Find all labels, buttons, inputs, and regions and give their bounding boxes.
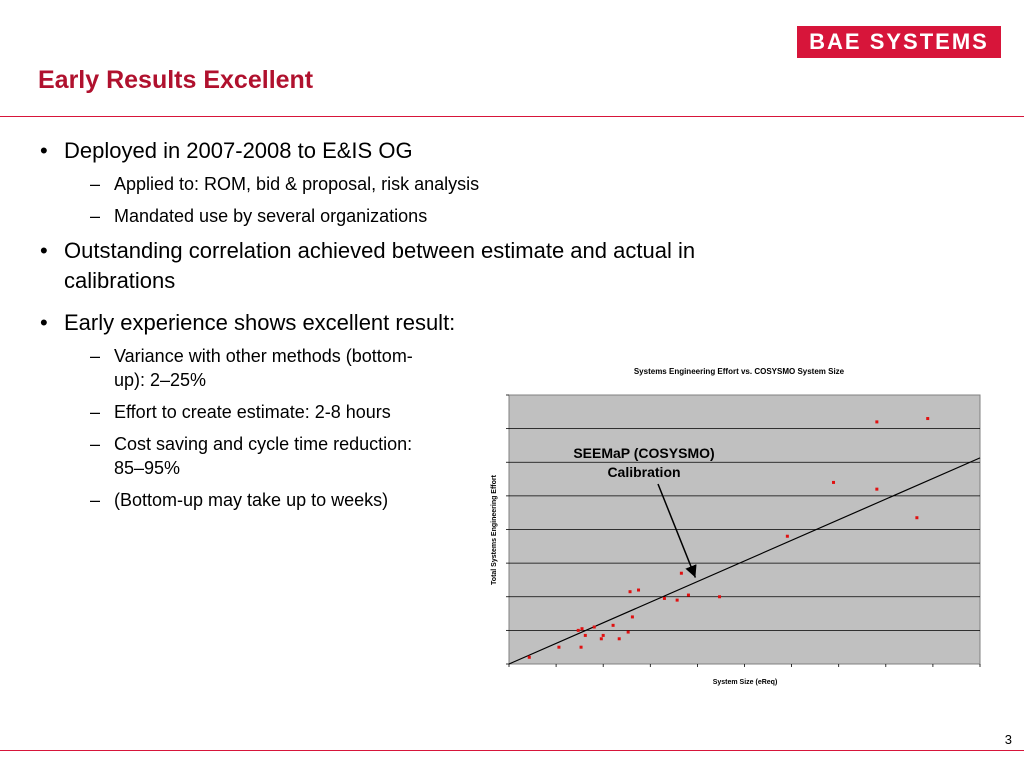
annotation-label-line2: Calibration (607, 464, 681, 480)
data-point (600, 637, 603, 640)
bullet-text: Early experience shows excellent result: (64, 310, 456, 335)
data-point (593, 626, 596, 629)
sub-bullet-item (40, 488, 494, 512)
data-point (581, 627, 584, 630)
dash-glyph: – (90, 402, 101, 422)
data-point (718, 595, 721, 598)
sub-bullet-item (40, 172, 720, 196)
dash-glyph: – (90, 346, 101, 366)
data-point (875, 488, 878, 491)
data-point (832, 481, 835, 484)
data-point (577, 629, 580, 632)
sub-bullet-text: Cost saving and cycle time reduction: 85–95% (114, 434, 413, 478)
sub-bullet-item (40, 344, 414, 392)
header-divider (0, 116, 1024, 117)
data-point (915, 516, 918, 519)
bullet-text: Outstanding correlation achieved between estimate and actual in calibrations (64, 238, 696, 293)
sub-bullet-text: Applied to: ROM, bid & proposal, risk analysis (114, 174, 480, 194)
sub-bullet-item (40, 204, 720, 228)
dash-glyph: – (90, 206, 101, 226)
x-axis-label: System Size (eReq) (712, 679, 778, 686)
company-logo: BAE SYSTEMS (797, 26, 1001, 58)
bullet-glyph: • (40, 310, 48, 335)
sub-bullet-text: (Bottom-up may take up to weeks) (114, 490, 389, 510)
data-point (687, 594, 690, 597)
data-point (631, 615, 634, 618)
dash-glyph: – (90, 174, 101, 194)
scatter-chart (480, 360, 1000, 690)
bullet-item (40, 308, 484, 338)
sub-bullet-text: Variance with other methods (bottom-up): 2–25% (114, 346, 413, 390)
data-point (627, 631, 630, 634)
data-point (528, 656, 531, 659)
data-point (629, 590, 632, 593)
data-point (618, 637, 621, 640)
sub-bullet-text: Mandated use by several organizations (114, 206, 428, 226)
chart-title: Systems Engineering Effort vs. COSYSMO System Size (633, 367, 845, 376)
data-point (580, 646, 583, 649)
scatter-chart-svg (480, 360, 1000, 690)
bullet-glyph: • (40, 138, 48, 163)
data-point (557, 646, 560, 649)
data-point (676, 599, 679, 602)
slide-title: Early Results Excellent (38, 66, 314, 94)
sub-bullet-item (40, 400, 474, 424)
sub-bullet-item (40, 432, 414, 480)
data-point (602, 634, 605, 637)
footer-divider (0, 750, 1024, 751)
data-point (680, 572, 683, 575)
dash-glyph: – (90, 434, 101, 454)
bullet-item (40, 136, 720, 166)
bullet-text: Deployed in 2007-2008 to E&IS OG (64, 138, 413, 163)
dash-glyph: – (90, 490, 101, 510)
data-point (786, 535, 789, 538)
data-point (584, 634, 587, 637)
bullet-glyph: • (40, 238, 48, 263)
data-point (612, 624, 615, 627)
data-point (637, 589, 640, 592)
data-point (663, 597, 666, 600)
page-number: 3 (1004, 732, 1012, 747)
y-axis-label: Total Systems Engineering Effort (491, 475, 498, 585)
bullet-item (40, 236, 724, 296)
sub-bullet-text: Effort to create estimate: 2-8 hours (114, 402, 391, 422)
annotation-label-line1: SEEMaP (COSYSMO) (573, 445, 715, 461)
data-point (875, 420, 878, 423)
data-point (926, 417, 929, 420)
